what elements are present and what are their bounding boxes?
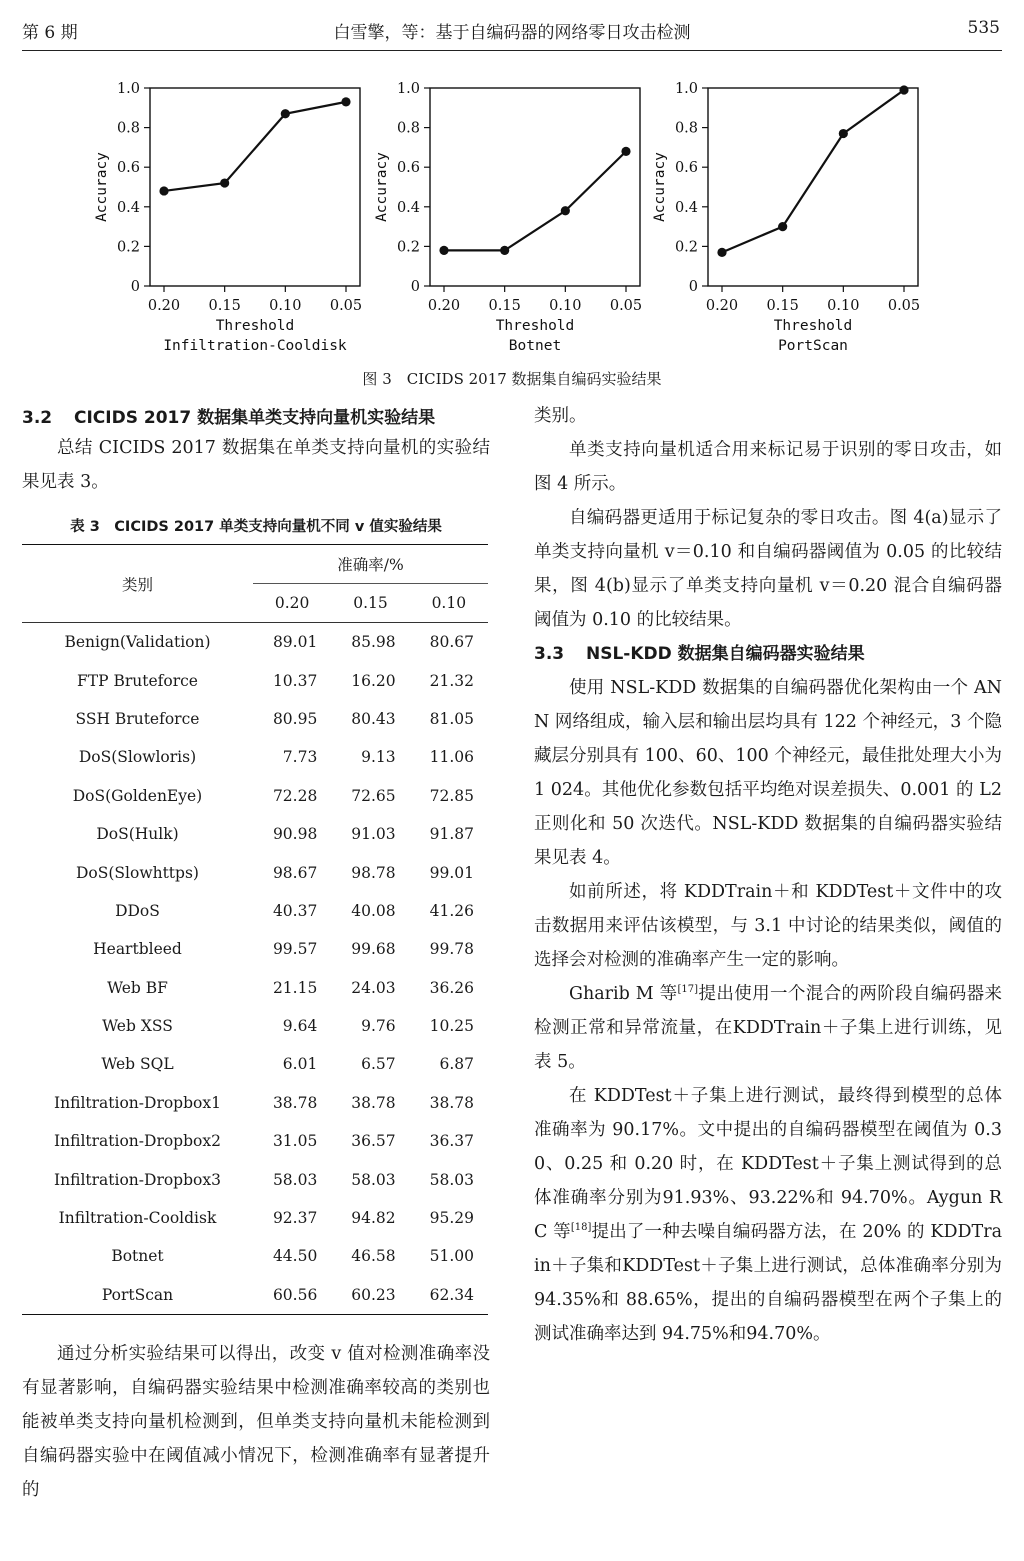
x-axis-label: Threshold [773, 318, 853, 334]
value-cell: 40.08 [351, 901, 396, 920]
section-heading-3-2 [22, 405, 490, 431]
table-row [22, 1122, 488, 1160]
value-cell: 99.68 [351, 940, 396, 959]
x-tick-label: 0.10 [269, 298, 302, 314]
value-cell: 91.87 [429, 825, 474, 844]
value-cell: 99.57 [272, 940, 318, 959]
section-heading-3-3 [534, 637, 1002, 671]
running-title: 白雪擎，等：基于自编码器的网络零日攻击检测 [333, 23, 691, 43]
y-tick-label: 0 [688, 279, 698, 295]
category-cell: Infiltration-Dropbox2 [54, 1132, 221, 1151]
v-header: 0.20 [253, 584, 331, 623]
x-tick-label: 0.15 [766, 298, 799, 314]
data-point [717, 248, 726, 257]
value-cell: 98.78 [351, 863, 396, 882]
table-row [22, 1045, 488, 1083]
table-row [22, 738, 488, 776]
value-cell: 91.03 [351, 825, 396, 844]
results-table [22, 544, 488, 1315]
table-row [22, 1160, 488, 1198]
chart-botnet [368, 72, 668, 362]
y-axis-label: Accuracy [652, 152, 668, 222]
category-cell: Benign(Validation) [64, 633, 211, 652]
value-cell: 99.78 [429, 940, 474, 959]
value-cell: 98.67 [272, 863, 318, 882]
paragraph: 使用 NSL-KDD 数据集的自编码器优化架构由一个 ANN 网络组成，输入层和输出层均具有 122 个神经元，3 个隐藏层分别具有 100、60、100 个神经元，最佳批处理大小为 1 024。其他优化参数包括平均绝对误差损失、0.001 的 L2 正则化和 50 次迭代。NSL-KDD 数据集的自编码器实验结果见表 4。 [534, 678, 1002, 868]
value-cell: 24.03 [351, 978, 396, 997]
y-tick-label: 0.2 [116, 239, 140, 256]
value-cell: 46.58 [351, 1247, 396, 1266]
y-tick-label: 0.4 [116, 199, 140, 216]
value-cell: 94.82 [351, 1209, 396, 1228]
v-header: 0.10 [410, 584, 488, 623]
category-cell: DoS(GoldenEye) [72, 786, 203, 805]
value-cell: 6.01 [282, 1055, 318, 1074]
x-tick-label: 0.10 [827, 298, 860, 314]
y-tick-label: 0.2 [396, 239, 420, 256]
value-cell: 7.73 [282, 748, 318, 767]
figure-caption: 图 3 CICIDS 2017 数据集自编码实验结果 [362, 370, 662, 388]
y-tick-label: 1.0 [674, 81, 698, 97]
value-cell: 72.28 [272, 786, 318, 805]
x-axis-label: Threshold [495, 318, 575, 334]
paragraph: 类别。 [534, 406, 587, 426]
table-row [22, 1084, 488, 1122]
paragraph: 如前所述，将 KDDTrain＋和 KDDTest＋文件中的攻击数据用来评估该模型，与 3.1 中讨论的结果类似，阈值的选择会对检测的准确率产生一定的影响。 [534, 882, 1002, 970]
plot-frame [150, 88, 360, 286]
data-point [839, 129, 848, 138]
paragraph [534, 977, 1002, 1079]
category-cell: DoS(Slowhttps) [76, 863, 199, 882]
table-row [22, 1007, 488, 1045]
value-cell: 62.34 [410, 1276, 488, 1315]
issue-number: 第 6 期 [22, 23, 78, 43]
data-point [500, 246, 509, 255]
x-tick-label: 0.20 [427, 298, 461, 314]
plot-frame [708, 88, 918, 286]
value-cell: 9.64 [282, 1017, 318, 1036]
value-cell: 80.67 [429, 633, 474, 652]
value-cell: 92.37 [272, 1209, 318, 1228]
left-column [22, 405, 490, 1507]
data-point [899, 85, 908, 94]
y-tick-label: 0 [130, 279, 140, 295]
category-cell: Web SQL [101, 1055, 174, 1074]
citation: [17] [677, 984, 699, 996]
value-cell: 85.98 [351, 633, 396, 652]
paragraph: 通过分析实验结果可以得出，改变 v 值对检测准确率没有显著影响，自编码器实验结果中检测准确率较高的类别也能被单类支持向量机检测到，但单类支持向量机未能检测到自编码器实验中在阈值减小情况下，检测准确率有显著提升的 [22, 1344, 490, 1501]
y-axis-label: Accuracy [374, 152, 390, 222]
chart-subtitle: PortScan [778, 338, 848, 354]
x-tick-label: 0.10 [549, 298, 582, 314]
chart-portscan [646, 72, 946, 362]
y-tick-label: 0.2 [674, 239, 698, 256]
category-cell: PortScan [22, 1276, 253, 1315]
table-body [22, 623, 488, 1315]
x-tick-label: 0.05 [887, 298, 921, 314]
value-cell: 16.20 [351, 671, 396, 690]
figure-3-charts [0, 72, 1024, 362]
value-cell: 38.78 [429, 1093, 474, 1112]
table-row [22, 661, 488, 699]
running-header [22, 14, 1002, 51]
table-row [22, 892, 488, 930]
category-cell: Heartbleed [93, 940, 182, 959]
v-header: 0.15 [331, 584, 409, 623]
table-row [22, 1199, 488, 1237]
value-cell: 11.06 [429, 748, 474, 767]
y-tick-label: 0.8 [396, 120, 420, 137]
value-cell: 81.05 [429, 709, 474, 728]
table-row [22, 930, 488, 968]
value-cell: 21.32 [429, 671, 474, 690]
y-tick-label: 0 [410, 279, 420, 295]
paragraph: 自编码器更适用于标记复杂的零日攻击。图 4(a)显示了单类支持向量机 v＝0.10 和自编码器阈值为 0.05 的比较结果，图 4(b)显示了单类支持向量机 v＝0.20 混合自编码器阈值为 0.10 的比较结果。 [534, 508, 1002, 630]
y-tick-label: 0.8 [674, 120, 698, 137]
value-cell: 10.25 [429, 1017, 474, 1036]
value-cell: 44.50 [272, 1247, 318, 1266]
value-cell: 72.85 [429, 786, 474, 805]
table-row [22, 777, 488, 815]
y-axis-label: Accuracy [94, 152, 110, 222]
category-header: 类别 [22, 545, 253, 623]
text: 在 KDDTest＋子集上进行测试，最终得到模型的总体准确率为 90.17%。文中提出的自编码器模型在阈值为 0.30、0.25 和 0.20 时，在 KDDTest＋子集上测试得到的总体准确率分别为91.93%、93.22%和 94.70%。Aygun R C 等 [534, 1086, 1002, 1242]
citation: [18] [570, 1222, 592, 1234]
y-tick-label: 0.6 [116, 160, 140, 177]
category-cell: DDoS [115, 901, 160, 920]
data-point [561, 206, 570, 215]
page-number: 535 [967, 18, 1000, 38]
value-cell: 90.98 [272, 825, 318, 844]
value-cell: 58.03 [351, 1170, 396, 1189]
x-tick-label: 0.20 [705, 298, 739, 314]
section-title: CICIDS 2017 数据集单类支持向量机实验结果 [74, 408, 436, 428]
value-cell: 80.43 [351, 709, 396, 728]
y-tick-label: 0.6 [396, 160, 420, 177]
data-point [341, 97, 350, 106]
value-cell: 6.87 [439, 1055, 474, 1074]
data-point [778, 222, 787, 231]
data-point [621, 147, 630, 156]
section-number: 3.3 [534, 644, 565, 664]
y-tick-label: 1.0 [396, 81, 420, 97]
text: 提出使用一个混合的两阶段自编码器来检测正常和异常流量，在KDDTrain＋子集上进行训练，见表 5。 [534, 984, 1002, 1072]
series-line [722, 90, 904, 252]
category-cell: SSH Bruteforce [75, 709, 200, 728]
value-cell: 21.15 [272, 978, 318, 997]
value-cell: 31.05 [272, 1132, 318, 1151]
series-line [444, 151, 626, 250]
y-tick-label: 0.8 [116, 120, 140, 137]
value-cell: 6.57 [361, 1055, 396, 1074]
section-title: NSL-KDD 数据集自编码器实验结果 [586, 644, 865, 664]
category-cell: DoS(Slowloris) [78, 748, 197, 767]
value-cell: 58.03 [272, 1170, 318, 1189]
value-cell: 38.78 [351, 1093, 396, 1112]
paragraph: 单类支持向量机适合用来标记易于识别的零日攻击，如图 4 所示。 [534, 440, 1002, 494]
value-cell: 51.00 [429, 1247, 474, 1266]
text: 提出了一种去噪自编码器方法，在 20% 的 KDDTrain＋子集和KDDTest＋子集上进行测试，总体准确率分别为 94.35%和 88.65%，提出的自编码器模型在两个子集上的测试准确率达到 94.75%和94.70%。 [534, 1222, 1002, 1344]
text: Gharib M 等 [569, 984, 678, 1004]
value-cell: 10.37 [272, 671, 318, 690]
table-row [22, 1276, 488, 1315]
chart-subtitle: Infiltration-Cooldisk [163, 338, 347, 354]
table-row [22, 853, 488, 891]
chart-infiltration-cooldisk [88, 72, 388, 362]
value-cell: 80.95 [272, 709, 318, 728]
table-row [22, 623, 488, 662]
value-cell: 36.26 [429, 978, 474, 997]
value-cell: 60.56 [253, 1276, 331, 1315]
value-cell: 36.57 [351, 1132, 396, 1151]
y-tick-label: 1.0 [116, 81, 140, 97]
y-tick-label: 0.4 [396, 199, 420, 216]
category-cell: Infiltration-Dropbox1 [54, 1093, 221, 1112]
value-cell: 72.65 [351, 786, 396, 805]
value-cell: 95.29 [429, 1209, 474, 1228]
x-tick-label: 0.15 [208, 298, 241, 314]
value-cell: 40.37 [272, 901, 318, 920]
right-column [534, 405, 1002, 1351]
data-point [281, 109, 290, 118]
paragraph [534, 1079, 1002, 1351]
table-row [22, 969, 488, 1007]
y-tick-label: 0.6 [674, 160, 698, 177]
accuracy-header: 准确率/% [253, 545, 488, 584]
plot-frame [430, 88, 640, 286]
category-cell: Infiltration-Cooldisk [58, 1209, 217, 1228]
section-number: 3.2 [22, 408, 53, 428]
table-row [22, 815, 488, 853]
category-cell: Infiltration-Dropbox3 [54, 1170, 221, 1189]
value-cell: 41.26 [429, 901, 474, 920]
value-cell: 58.03 [429, 1170, 474, 1189]
data-point [220, 178, 229, 187]
x-tick-label: 0.15 [488, 298, 521, 314]
table-row [22, 1237, 488, 1275]
chart-subtitle: Botnet [508, 338, 562, 354]
y-tick-label: 0.4 [674, 199, 698, 216]
x-axis-label: Threshold [215, 318, 295, 334]
value-cell: 9.76 [361, 1017, 396, 1036]
value-cell: 38.78 [272, 1093, 318, 1112]
paragraph: 总结 CICIDS 2017 数据集在单类支持向量机的实验结果见表 3。 [22, 438, 490, 492]
value-cell: 99.01 [429, 863, 474, 882]
data-point [439, 246, 448, 255]
table-caption: 表 3 CICIDS 2017 单类支持向量机不同 v 值实验结果 [70, 519, 442, 535]
category-cell: FTP Bruteforce [77, 671, 198, 690]
series-line [164, 102, 346, 191]
category-cell: Web BF [107, 978, 168, 997]
category-cell: Web XSS [102, 1017, 173, 1036]
value-cell: 60.23 [331, 1276, 409, 1315]
x-tick-label: 0.05 [329, 298, 363, 314]
category-cell: DoS(Hulk) [96, 825, 179, 844]
value-cell: 9.13 [361, 748, 396, 767]
value-cell: 89.01 [272, 633, 318, 652]
table-row [22, 700, 488, 738]
data-point [159, 186, 168, 195]
category-cell: Botnet [111, 1247, 164, 1266]
value-cell: 36.37 [429, 1132, 474, 1151]
x-tick-label: 0.05 [609, 298, 643, 314]
x-tick-label: 0.20 [147, 298, 181, 314]
